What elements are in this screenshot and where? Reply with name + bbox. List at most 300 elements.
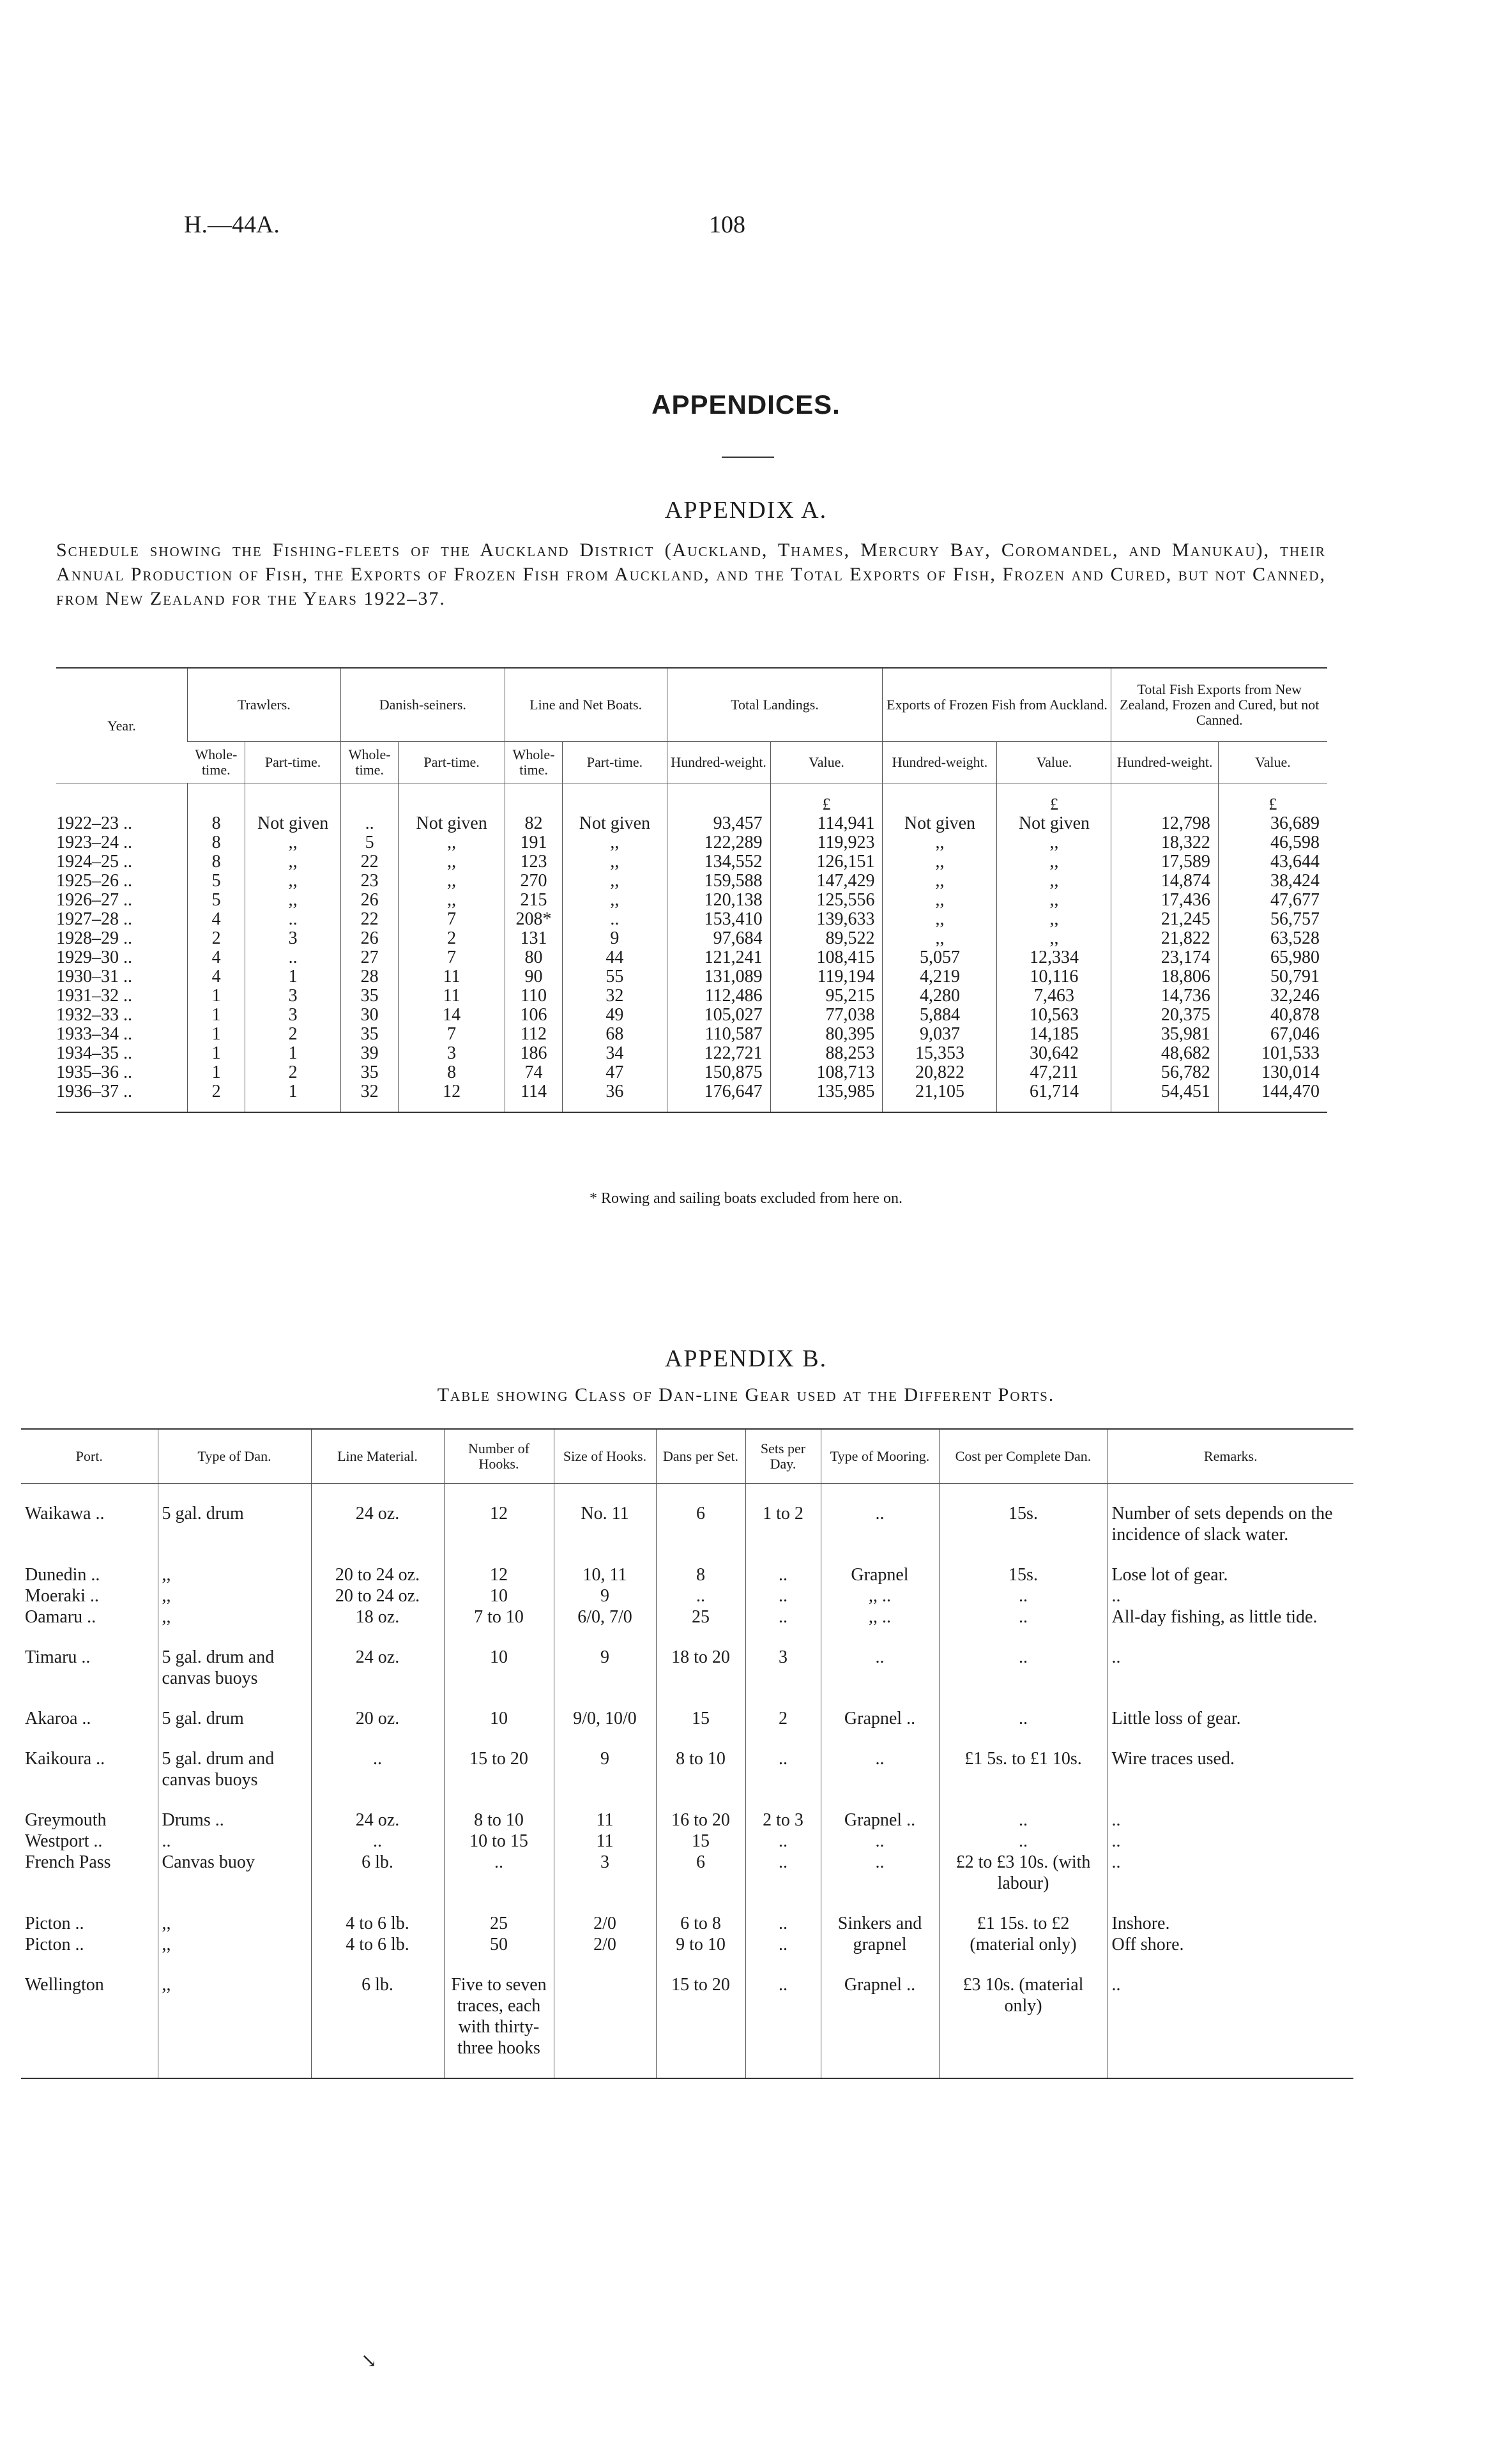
table-cell: ,, (158, 1934, 311, 1974)
table-cell: 5 gal. drum (158, 1503, 311, 1564)
table-cell: 20 oz. (311, 1708, 444, 1748)
table-cell: 153,410 (667, 910, 770, 929)
table-row (56, 872, 1327, 891)
title-divider (722, 457, 774, 458)
table-cell: 61,714 (997, 1082, 1111, 1112)
column-header: Sets per Day. (745, 1429, 821, 1484)
appendix-a-footnote: * Rowing and sailing boats excluded from here on. (590, 1190, 902, 1207)
column-header: Type of Mooring. (821, 1429, 939, 1484)
table-cell: No. 11 (554, 1503, 656, 1564)
table-cell: Kaikoura .. (25, 1749, 105, 1769)
table-cell: 12,334 (997, 948, 1111, 967)
column-header: Line Material. (311, 1429, 444, 1484)
table-cell: 15 (656, 1708, 745, 1748)
table-cell: Picton .. (25, 1914, 84, 1933)
table-cell: 22 (340, 910, 399, 929)
table-cell: 120,138 (667, 891, 770, 910)
table-cell: 47,211 (997, 1063, 1111, 1082)
table-cell: 3 (245, 986, 341, 1006)
table-cell: .. (939, 1810, 1108, 1831)
table-cell: 17,436 (1111, 891, 1218, 910)
table-cell: Not given (883, 814, 997, 833)
table-cell: .. (939, 1831, 1108, 1852)
table-cell: .. (563, 910, 667, 929)
table-cell: 130,014 (1218, 1063, 1327, 1082)
table-cell: 15s. (939, 1564, 1108, 1585)
table-cell: 7 (399, 910, 505, 929)
table-cell: 3 (245, 1006, 341, 1025)
table-cell: 3 (245, 929, 341, 948)
table-cell: .. (656, 1585, 745, 1606)
table-cell: ,, (399, 833, 505, 852)
column-header: Cost per Complete Dan. (939, 1429, 1108, 1484)
table-cell: 21,245 (1111, 910, 1218, 929)
table-cell: ,, (883, 910, 997, 929)
table-cell: 30,642 (997, 1044, 1111, 1063)
table-cell: 2 (187, 929, 245, 948)
table-cell: ,, (563, 891, 667, 910)
table-cell: 126,151 (770, 852, 883, 872)
table-cell: 270 (505, 872, 563, 891)
table-cell: ,, (563, 852, 667, 872)
table-cell: ,, (997, 929, 1111, 948)
table-cell: 5 gal. drum (158, 1708, 311, 1748)
table-cell: 4,280 (883, 986, 997, 1006)
table-row (21, 1585, 1353, 1606)
table-cell: 35 (340, 1025, 399, 1044)
table-cell: 144,470 (1218, 1082, 1327, 1112)
table-cell: 1 to 2 (745, 1503, 821, 1564)
table-cell: 44 (563, 948, 667, 967)
table-cell: 26 (340, 891, 399, 910)
table-cell: 6 (656, 1852, 745, 1913)
table-row (21, 1748, 1353, 1810)
table-cell: 1 (187, 1025, 245, 1044)
table-cell: 36,689 (1218, 814, 1327, 833)
table-cell: .. (821, 1503, 939, 1564)
table-cell: Akaroa .. (25, 1709, 91, 1728)
table-cell: ,, .. (821, 1606, 939, 1647)
table-cell: 215 (505, 891, 563, 910)
table-cell: 5,057 (883, 948, 997, 967)
col-total-exports: Total Fish Exports from New Zealand, Frozen and Cured, but not Canned. (1111, 668, 1327, 742)
table-cell: £1 15s. to £2 (939, 1913, 1108, 1934)
table-row (21, 1934, 1353, 1974)
table-cell: .. (444, 1852, 554, 1913)
table-cell: ,, (997, 872, 1111, 891)
table-cell: 2/0 (554, 1934, 656, 1974)
subcol-whole-time: Whole-time. (340, 742, 399, 783)
table-cell: 38,424 (1218, 872, 1327, 891)
table-cell: 186 (505, 1044, 563, 1063)
table-cell: 176,647 (667, 1082, 770, 1112)
table-cell: Lose lot of gear. (1108, 1564, 1353, 1585)
table-cell: 3 (554, 1852, 656, 1913)
table-cell: 122,289 (667, 833, 770, 852)
table-cell: .. (245, 948, 341, 967)
table-cell: 20,822 (883, 1063, 997, 1082)
table-cell: Grapnel .. (821, 1810, 939, 1831)
table-cell: Dunedin .. (25, 1565, 100, 1585)
table-cell: 30 (340, 1006, 399, 1025)
table-cell: 4 (187, 910, 245, 929)
table-cell: ,, (883, 872, 997, 891)
table-cell: £1 5s. to £1 10s. (939, 1748, 1108, 1810)
table-cell: 21,105 (883, 1082, 997, 1112)
appendix-a-caption: Schedule showing the Fishing-fleets of the Auckland District (Auckland, Thames, Mercury Bay, Coromandel, and Manukau), their Annual Production of Fish, the Exports of Frozen Fish from Auckland, and the Total Exports of Fish, Frozen and Cured, but not Canned, from New Zealand for the Years 1922–37. (56, 540, 1326, 609)
table-cell: 106 (505, 1006, 563, 1025)
document-reference: H.—44A. (184, 211, 280, 238)
table-cell: 67,046 (1218, 1025, 1327, 1044)
table-cell: Not given (245, 814, 341, 833)
page-header (0, 211, 1492, 243)
table-cell: 7 (399, 1025, 505, 1044)
table-cell: ,, (245, 891, 341, 910)
table-cell: 139,633 (770, 910, 883, 929)
table-cell: 10, 11 (554, 1564, 656, 1585)
table-cell: 150,875 (667, 1063, 770, 1082)
table-cell: 1932–33 .. (56, 1005, 132, 1025)
table-cell: grapnel (821, 1934, 939, 1974)
table-cell: 119,194 (770, 967, 883, 986)
table-cell: 1 (187, 1006, 245, 1025)
table-cell: .. (311, 1748, 444, 1810)
table-cell: 35 (340, 1063, 399, 1082)
table-cell: 89,522 (770, 929, 883, 948)
pound-unit: £ (770, 795, 883, 814)
table-cell: 12 (399, 1082, 505, 1112)
table-cell: 8 to 10 (444, 1810, 554, 1831)
table-cell: Wire traces used. (1108, 1748, 1353, 1810)
table-cell: 6 lb. (311, 1974, 444, 2078)
table-cell: ,, (997, 891, 1111, 910)
table-cell: 3 (399, 1044, 505, 1063)
table-cell: 1 (245, 1082, 341, 1112)
table-cell: 15 (656, 1831, 745, 1852)
subcol-whole-time: Whole-time. (187, 742, 245, 783)
table-cell: 1 (187, 986, 245, 1006)
table-cell: 56,757 (1218, 910, 1327, 929)
table-cell: ,, (158, 1585, 311, 1606)
col-trawlers: Trawlers. (187, 668, 340, 742)
table-cell: 5 (187, 872, 245, 891)
table-cell: 10 (444, 1708, 554, 1748)
table-row (56, 1006, 1327, 1025)
table-cell: 101,533 (1218, 1044, 1327, 1063)
table-cell: 39 (340, 1044, 399, 1063)
table-cell: 56,782 (1111, 1063, 1218, 1082)
table-cell: 119,923 (770, 833, 883, 852)
table-cell: 1 (245, 1044, 341, 1063)
table-cell: Little loss of gear. (1108, 1708, 1353, 1748)
table-cell: 97,684 (667, 929, 770, 948)
table-cell: 12,798 (1111, 814, 1218, 833)
table-row (21, 1852, 1353, 1913)
table-cell: 6 lb. (311, 1852, 444, 1913)
table-cell: 2 (399, 929, 505, 948)
appendix-b-title: APPENDIX B. (664, 1345, 828, 1372)
table-cell: Off shore. (1108, 1934, 1353, 1974)
table-cell: ,, (883, 891, 997, 910)
table-cell: Drums .. (158, 1810, 311, 1831)
table-cell: .. (745, 1974, 821, 2078)
table-cell: Grapnel .. (821, 1974, 939, 2078)
table-cell: 74 (505, 1063, 563, 1082)
table-cell: 26 (340, 929, 399, 948)
table-cell: 8 (187, 852, 245, 872)
table-cell: 25 (444, 1913, 554, 1934)
table-cell: 32 (563, 986, 667, 1006)
table-cell: 1933–34 .. (56, 1024, 132, 1044)
table-cell: 18,806 (1111, 967, 1218, 986)
table-cell: 24 oz. (311, 1810, 444, 1831)
table-cell: ,, (883, 852, 997, 872)
table-cell: .. (745, 1606, 821, 1647)
table-row (21, 1647, 1353, 1708)
table-cell: .. (821, 1831, 939, 1852)
table-cell: 20 to 24 oz. (311, 1585, 444, 1606)
table-row (56, 1025, 1327, 1044)
table-cell: 54,451 (1111, 1082, 1218, 1112)
table-cell: ,, (997, 852, 1111, 872)
subcol-hundredweight: Hundred-weight. (1111, 742, 1218, 783)
table-cell: 43,644 (1218, 852, 1327, 872)
table-cell: Inshore. (1108, 1913, 1353, 1934)
subcol-part-time: Part-time. (563, 742, 667, 783)
table-cell: 21,822 (1111, 929, 1218, 948)
table-cell: .. (1108, 1647, 1353, 1708)
table-cell: 112 (505, 1025, 563, 1044)
table-cell: 2/0 (554, 1913, 656, 1934)
table-cell: Greymouth (25, 1810, 107, 1830)
column-header: Port. (21, 1429, 158, 1484)
table-cell: 8 to 10 (656, 1748, 745, 1810)
table-cell: 5,884 (883, 1006, 997, 1025)
table-cell: 25 (656, 1606, 745, 1647)
table-cell: 8 (187, 814, 245, 833)
table-row (56, 967, 1327, 986)
table-cell: Timaru .. (25, 1647, 91, 1667)
table-cell: .. (821, 1852, 939, 1913)
table-cell: 9 to 10 (656, 1934, 745, 1974)
table-cell: 82 (505, 814, 563, 833)
table-cell: .. (1108, 1831, 1353, 1852)
table-row (21, 1974, 1353, 2078)
table-cell: 11 (399, 986, 505, 1006)
table-cell: .. (821, 1647, 939, 1708)
table-cell: 49 (563, 1006, 667, 1025)
table-cell: 22 (340, 852, 399, 872)
table-cell: 6/0, 7/0 (554, 1606, 656, 1647)
table-cell: 11 (554, 1810, 656, 1831)
table-cell: 47,677 (1218, 891, 1327, 910)
table-cell: .. (745, 1748, 821, 1810)
table-cell: 18,322 (1111, 833, 1218, 852)
table-row (21, 1831, 1353, 1852)
table-cell: 18 oz. (311, 1606, 444, 1647)
table-row (21, 1708, 1353, 1748)
table-cell: Oamaru .. (25, 1607, 96, 1627)
table-cell: Not given (399, 814, 505, 833)
table-cell: ,, (563, 833, 667, 852)
table-cell: 15 to 20 (444, 1748, 554, 1810)
col-frozen-exports: Exports of Frozen Fish from Auckland. (883, 668, 1111, 742)
table-cell: 1924–25 .. (56, 852, 132, 872)
table-cell: 1922–23 .. (56, 813, 132, 833)
table-cell: .. (311, 1831, 444, 1852)
table-cell: 1926–27 .. (56, 890, 132, 910)
table-cell: 40,878 (1218, 1006, 1327, 1025)
table-cell: .. (939, 1708, 1108, 1748)
table-cell: 1923–24 .. (56, 833, 132, 852)
table-cell: 63,528 (1218, 929, 1327, 948)
table-cell: ,, (997, 833, 1111, 852)
table-cell: .. (745, 1564, 821, 1585)
table-cell: 34 (563, 1044, 667, 1063)
table-cell: 1931–32 .. (56, 986, 132, 1006)
table-cell: 9 (554, 1585, 656, 1606)
table-cell: .. (745, 1585, 821, 1606)
table-cell: ,, (399, 872, 505, 891)
table-cell: 4 (187, 967, 245, 986)
table-cell: Not given (997, 814, 1111, 833)
table-row (56, 948, 1327, 967)
table-cell: 11 (399, 967, 505, 986)
table-cell: .. (245, 910, 341, 929)
table-cell: 28 (340, 967, 399, 986)
subcol-hundredweight: Hundred-weight. (883, 742, 997, 783)
table-cell: 3 (745, 1647, 821, 1708)
table-cell: Waikawa .. (25, 1504, 105, 1523)
table-cell: 36 (563, 1082, 667, 1112)
table-cell: 1929–30 .. (56, 948, 132, 967)
column-header: Type of Dan. (158, 1429, 311, 1484)
table-cell: 1927–28 .. (56, 909, 132, 929)
pound-unit: £ (1218, 795, 1327, 814)
table-row (56, 891, 1327, 910)
table-cell: 2 (745, 1708, 821, 1748)
table-cell: 95,215 (770, 986, 883, 1006)
table-cell: 9 (563, 929, 667, 948)
table-cell: 15 to 20 (656, 1974, 745, 2078)
table-row (56, 814, 1327, 833)
table-row (56, 1063, 1327, 1082)
table-cell: 1934–35 .. (56, 1043, 132, 1063)
table-cell: .. (1108, 1974, 1353, 2078)
table-cell: £2 to £3 10s. (with labour) (939, 1852, 1108, 1913)
table-cell: 47 (563, 1063, 667, 1082)
table-cell: 2 to 3 (745, 1810, 821, 1831)
table-cell: 50 (444, 1934, 554, 1974)
table-cell: 1 (187, 1044, 245, 1063)
table-cell: 123 (505, 852, 563, 872)
table-cell: 12 (444, 1503, 554, 1564)
table-cell: 18 to 20 (656, 1647, 745, 1708)
subcol-value: Value. (1218, 742, 1327, 783)
table-cell: Sinkers and (821, 1913, 939, 1934)
table-cell: 20,375 (1111, 1006, 1218, 1025)
table-cell: 10 to 15 (444, 1831, 554, 1852)
table-cell: ,, (883, 833, 997, 852)
table-cell: 23 (340, 872, 399, 891)
subcol-value: Value. (770, 742, 883, 783)
col-total-landings: Total Landings. (667, 668, 883, 742)
table-cell: 2 (187, 1082, 245, 1112)
table-cell: 114,941 (770, 814, 883, 833)
table-cell: 1925–26 .. (56, 871, 132, 891)
table-cell: 191 (505, 833, 563, 852)
table-cell: 35 (340, 986, 399, 1006)
table-cell: 9,037 (883, 1025, 997, 1044)
table-cell: 14,874 (1111, 872, 1218, 891)
table-cell: 7,463 (997, 986, 1111, 1006)
table-row (21, 1503, 1353, 1564)
table-cell: 134,552 (667, 852, 770, 872)
col-line-net-boats: Line and Net Boats. (505, 668, 667, 742)
table-cell: 80,395 (770, 1025, 883, 1044)
table-cell: .. (1108, 1585, 1353, 1606)
column-header: Remarks. (1108, 1429, 1353, 1484)
table-cell: ,, (399, 891, 505, 910)
table-cell: 55 (563, 967, 667, 986)
subcol-whole-time: Whole-time. (505, 742, 563, 783)
table-cell: .. (1108, 1852, 1353, 1913)
table-cell: 110 (505, 986, 563, 1006)
table-cell: Not given (563, 814, 667, 833)
table-cell: .. (939, 1606, 1108, 1647)
table-cell: .. (158, 1831, 311, 1852)
table-cell: 15,353 (883, 1044, 997, 1063)
table-cell: 135,985 (770, 1082, 883, 1112)
table-cell: 77,038 (770, 1006, 883, 1025)
table-cell: 32 (340, 1082, 399, 1112)
table-cell: 208* (505, 910, 563, 929)
table-cell: 68 (563, 1025, 667, 1044)
appendix-a-title: APPENDIX A. (664, 497, 828, 524)
table-cell: ,, .. (821, 1585, 939, 1606)
table-cell: 2 (245, 1025, 341, 1044)
table-cell: 5 (340, 833, 399, 852)
table-cell: 159,588 (667, 872, 770, 891)
table-cell: 5 gal. drum and canvas buoys (158, 1748, 311, 1810)
table-cell: 7 (399, 948, 505, 967)
table-cell: 1928–29 .. (56, 928, 132, 948)
table-cell: 147,429 (770, 872, 883, 891)
table-cell: 11 (554, 1831, 656, 1852)
table-cell: 6 (656, 1503, 745, 1564)
table-cell: 16 to 20 (656, 1810, 745, 1831)
table-cell: 2 (245, 1063, 341, 1082)
fishing-fleet-table (56, 667, 1327, 1113)
table-cell: 88,253 (770, 1044, 883, 1063)
col-danish-seiners: Danish-seiners. (340, 668, 505, 742)
table-cell: ,, (997, 910, 1111, 929)
table-cell: 7 to 10 (444, 1606, 554, 1647)
table-cell: 8 (399, 1063, 505, 1082)
table-row (56, 910, 1327, 929)
column-header: Number of Hooks. (444, 1429, 554, 1484)
table-cell: French Pass (25, 1852, 111, 1872)
table-cell: 24 oz. (311, 1503, 444, 1564)
table-cell: 65,980 (1218, 948, 1327, 967)
subcol-part-time: Part-time. (245, 742, 341, 783)
table-cell: 8 (187, 833, 245, 852)
table-cell: 14 (399, 1006, 505, 1025)
page-number: 108 (709, 211, 745, 238)
dan-line-gear-table (21, 1428, 1353, 2079)
table-cell: 10,116 (997, 967, 1111, 986)
table-cell: 14,185 (997, 1025, 1111, 1044)
